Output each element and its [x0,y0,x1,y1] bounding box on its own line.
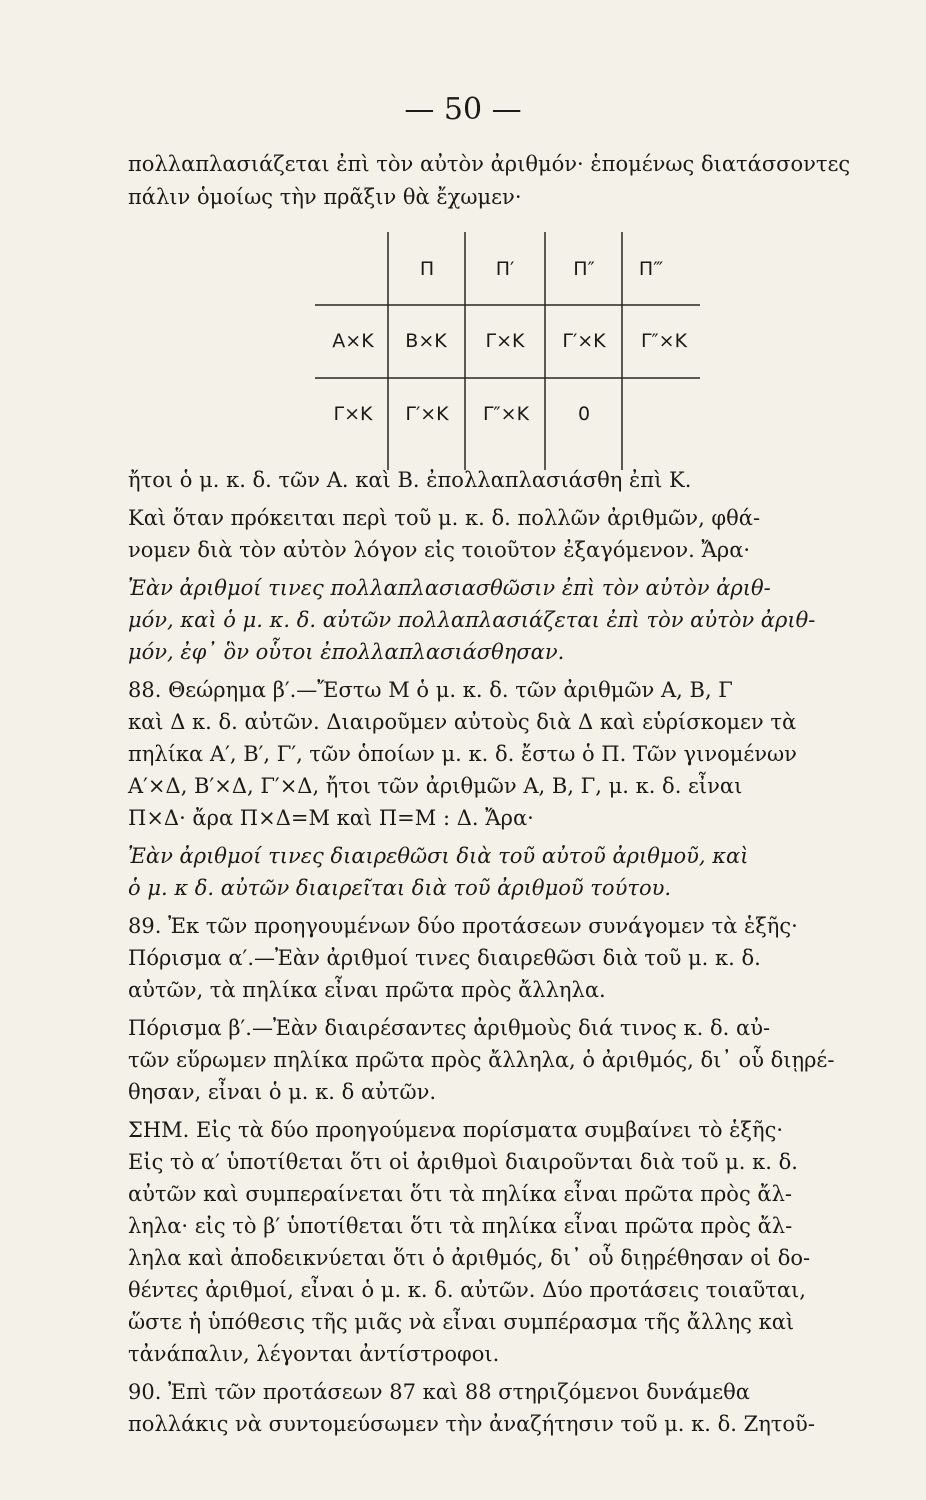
table-cell: Γ′×Κ [405,403,449,425]
text-line: ληλα· εἰς τὸ β′ ὑποτίθεται ὅτι τὰ πηλίκα εἶναι πρῶτα πρὸς ἄλ- [128,1214,793,1238]
page-number: — 50 — [404,92,522,127]
text-line: θέντες ἀριθμοί, εἶναι ὁ μ. κ. δ. αὐτῶν. Δύο προτάσεις τοιαῦται, [128,1278,806,1302]
corollary-b-line: Πόρισμα β′.—Ἐὰν διαιρέσαντες ἀριθμοὺς διά τινος κ. δ. αὐ- [128,1016,771,1040]
theorem-statement-line: μόν, ἐφ᾽ ὃν οὗτοι ἐπολλαπλασιάσθησαν. [128,640,565,664]
text-line: Π×Δ· ἄρα Π×Δ=Μ καὶ Π=Μ : Δ. Ἄρα· [128,806,534,830]
text-line: τῶν εὕρωμεν πηλίκα πρῶτα πρὸς ἄλληλα, ὁ ἀριθμός, δι᾽ οὗ διῃρέ- [128,1048,835,1072]
text-line: Εἰς τὸ α′ ὑποτίθεται ὅτι οἱ ἀριθμοὶ διαιροῦνται διὰ τοῦ μ. κ. δ. [128,1150,798,1174]
section-89-heading: 89. Ἐκ τῶν προηγουμένων δύο προτάσεων συνάγομεν τὰ ἑξῆς· [128,914,798,938]
intro-line: πολλαπλασιάζεται ἐπὶ τὸν αὐτὸν ἀριθμόν· ἑπομένως διατάσσοντες [128,152,851,176]
text-line: αὐτῶν, τὰ πηλίκα εἶναι πρῶτα πρὸς ἄλληλα. [128,978,606,1002]
table-cell: Γ″×Κ [640,330,688,352]
table-cell: 0 [577,403,591,425]
table-cell: Α×Κ [332,330,374,352]
text-line: καὶ Δ κ. δ. αὐτῶν. Διαιροῦμεν αὐτοὺς διὰ Δ καὶ εὑρίσκομεν τὰ [128,710,797,734]
table-cell: Γ×Κ [333,403,373,425]
theorem-statement-line: ὁ μ. κ δ. αὐτῶν διαιρεῖται διὰ τοῦ ἀριθμοῦ τούτου. [128,876,672,900]
table-header-cell: Π″ [573,258,595,280]
table-header-cell: Π‴ [638,258,664,280]
note-heading-line: ΣΗΜ. Εἰς τὰ δύο προηγούμενα πορίσματα συμβαίνει τὸ ἑξῆς· [128,1118,784,1142]
table-header-cell: Π [419,258,435,280]
table-cell: Γ×Κ [485,330,525,352]
intro-line: πάλιν ὁμοίως τὴν πρᾶξιν θὰ ἔχωμεν· [128,185,522,209]
table-cell: Γ′×Κ [562,330,606,352]
text-line: τἀνάπαλιν, λέγονται ἀντίστροφοι. [128,1342,500,1366]
table-header-cell: Π′ [495,258,515,280]
table-cell: Γ″×Κ [482,403,530,425]
text-line: ληλα καὶ ἀποδεικνύεται ὅτι ὁ ἀριθμός, δι᾽ οὗ διῃρέθησαν οἱ δο- [128,1246,811,1270]
text-line: νομεν διὰ τὸν αὐτὸν λόγον εἰς τοιοῦτον ἐξαγόμενον. Ἄρα· [128,538,751,562]
text-line: πολλάκις νὰ συντομεύσωμεν τὴν ἀναζήτησιν τοῦ μ. κ. δ. Ζητοῦ- [128,1412,815,1436]
text-line: ἤτοι ὁ μ. κ. δ. τῶν Α. καὶ Β. ἐπολλαπλασιάσθη ἐπὶ Κ. [128,468,692,492]
corollary-a-line: Πόρισμα α′.—Ἐὰν ἀριθμοί τινες διαιρεθῶσι διὰ τοῦ μ. κ. δ. [128,946,761,970]
section-90-heading: 90. Ἐπὶ τῶν προτάσεων 87 καὶ 88 στηριζόμενοι δυνάμεθα [128,1380,750,1404]
text-line: Καὶ ὅταν πρόκειται περὶ τοῦ μ. κ. δ. πολλῶν ἀριθμῶν, φθά- [128,506,761,530]
text-line: πηλίκα Α′, Β′, Γ′, τῶν ὁποίων μ. κ. δ. ἔστω ὁ Π. Τῶν γινομένων [128,742,797,766]
text-line: ὥστε ἡ ὑπόθεσις τῆς μιᾶς νὰ εἶναι συμπέρασμα τῆς ἄλλης καὶ [128,1310,795,1334]
text-line: Α′×Δ, Β′×Δ, Γ′×Δ, ἤτοι τῶν ἀριθμῶν Α, Β, Γ, μ. κ. δ. εἶναι [128,774,743,798]
theorem-statement-line: μόν, καὶ ὁ μ. κ. δ. αὐτῶν πολλαπλασιάζεται ἐπὶ τὸν αὐτὸν ἀριθ- [128,608,816,632]
theorem-statement-line: Ἐὰν ἀριθμοί τινες διαιρεθῶσι διὰ τοῦ αὐτοῦ ἀριθμοῦ, καὶ [128,844,749,868]
section-88-heading: 88. Θεώρημα β′.—Ἔστω Μ ὁ μ. κ. δ. τῶν ἀριθμῶν Α, Β, Γ [128,678,733,702]
table-cell: Β×Κ [405,330,447,352]
theorem-statement-line: Ἐὰν ἀριθμοί τινες πολλαπλασιασθῶσιν ἐπὶ τὸν αὐτὸν ἀριθ- [128,576,771,600]
text-line: αὐτῶν καὶ συμπεραίνεται ὅτι τὰ πηλίκα εἶναι πρῶτα πρὸς ἄλ- [128,1182,792,1206]
text-line: θησαν, εἶναι ὁ μ. κ. δ αὐτῶν. [128,1080,437,1104]
